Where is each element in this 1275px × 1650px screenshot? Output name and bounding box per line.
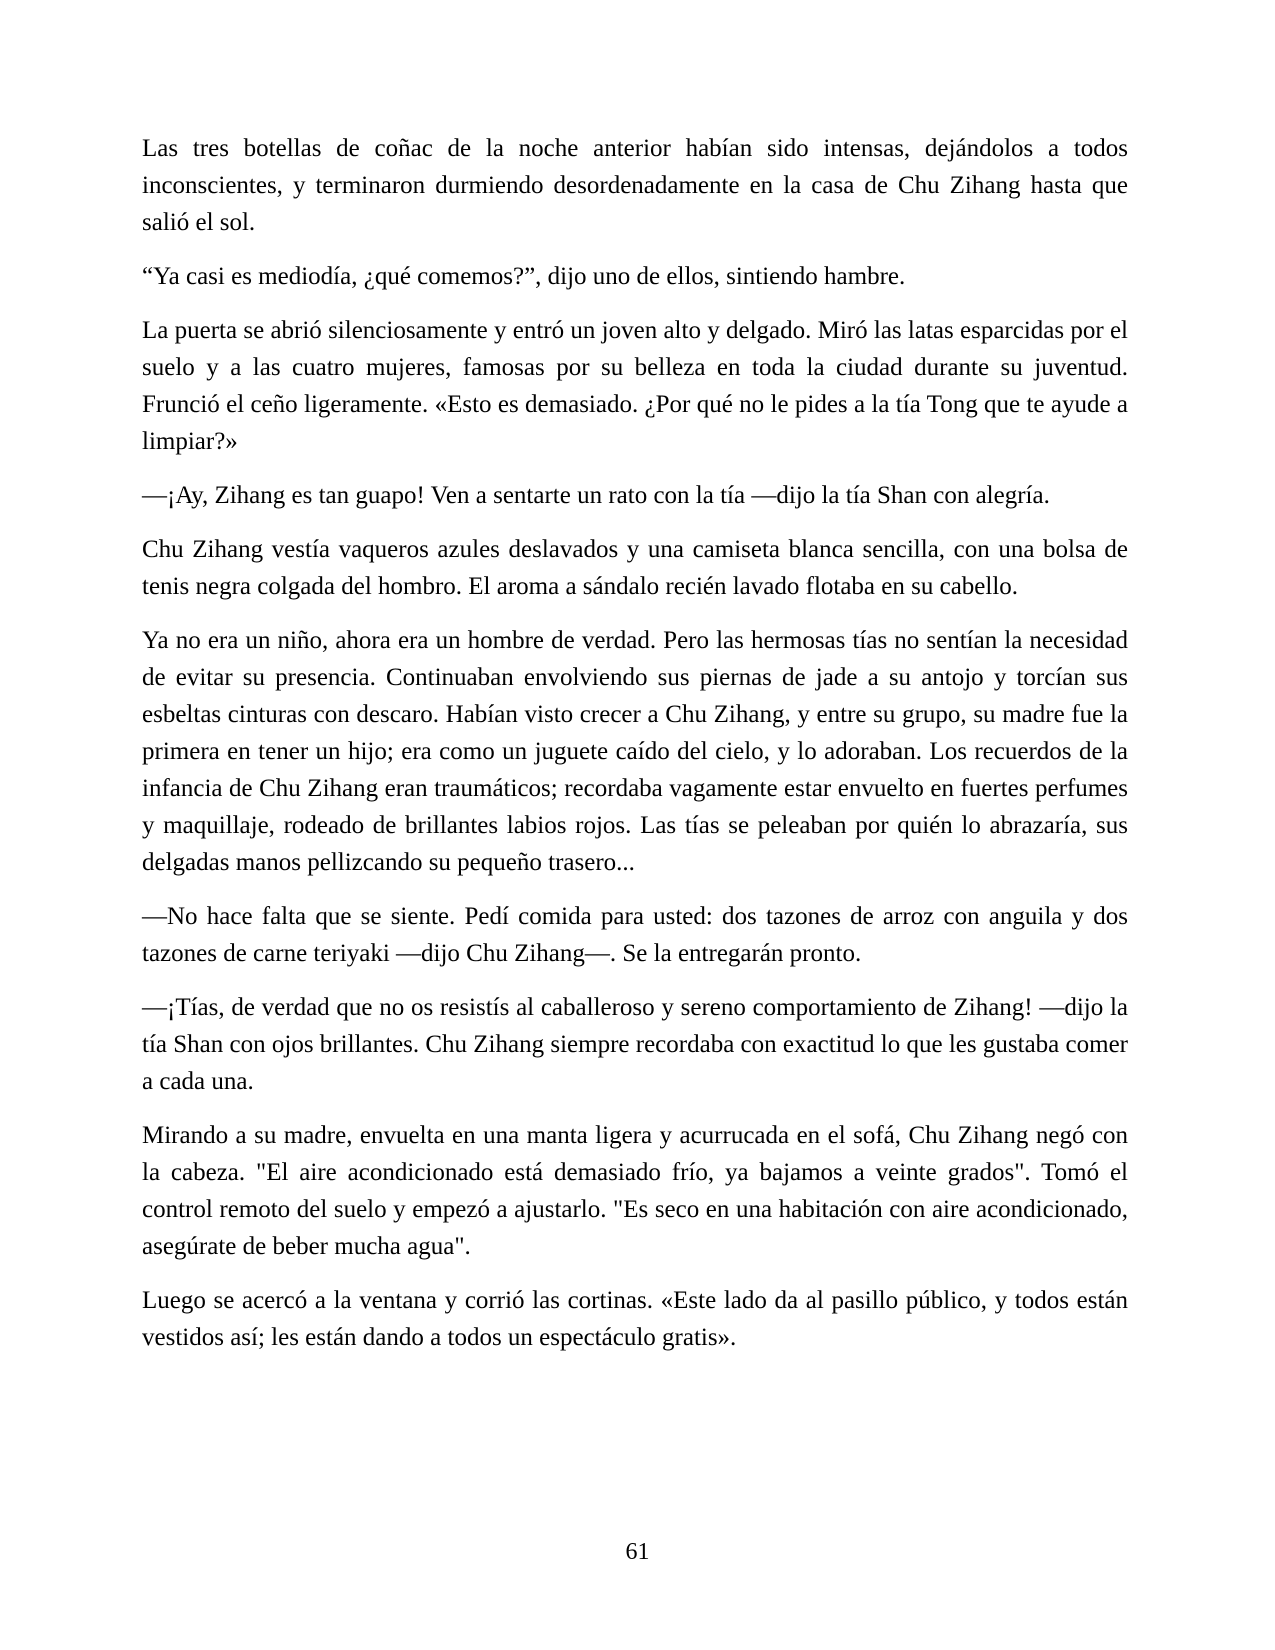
paragraph: Luego se acercó a la ventana y corrió las cortinas. «Este lado da al pasillo público, y todos están vestidos así; les están dando a todos un espectáculo gratis». bbox=[142, 1287, 1128, 1351]
paragraph: Mirando a su madre, envuelta en una manta ligera y acurrucada en el sofá, Chu Zihang negó con la cabeza. "El aire acondicionado está demasiado frío, ya bajamos a veinte grados". Tomó el control remoto del suelo y empezó a ajustarlo. "Es seco en una habitación con aire acondicionado, asegúrate de beber mucha agua". bbox=[142, 1122, 1128, 1260]
paragraph: Ya no era un niño, ahora era un hombre de verdad. Pero las hermosas tías no sentían la necesidad de evitar su presencia. Continuaban envolviendo sus piernas de jade a su antojo y torcían sus esbeltas cinturas con descaro. Habían visto crecer a Chu Zihang, y entre su grupo, su madre fue la primera en tener un hijo; era como un juguete caído del cielo, y lo adoraban. Los recuerdos de la infancia de Chu Zihang eran traumáticos; recordaba vagamente estar envuelto en fuertes perfumes y maquillaje, rodeado de brillantes labios rojos. Las tías se peleaban por quién lo abrazaría, sus delgadas manos pellizcando su pequeño trasero... bbox=[142, 627, 1128, 876]
paragraph: La puerta se abrió silenciosamente y entró un joven alto y delgado. Miró las latas esparcidas por el suelo y a las cuatro mujeres, famosas por su belleza en toda la ciudad durante su juventud. Frunció el ceño ligeramente. «Esto es demasiado. ¿Por qué no le pides a la tía Tong que te ayude a limpiar?» bbox=[142, 317, 1128, 455]
paragraph: “Ya casi es mediodía, ¿qué comemos?”, dijo uno de ellos, sintiendo hambre. bbox=[142, 263, 906, 290]
paragraph: —No hace falta que se siente. Pedí comida para usted: dos tazones de arroz con anguila y dos tazones de carne teriyaki —dijo Chu Zihang—. Se la entregarán pronto. bbox=[142, 903, 1128, 967]
page-text bbox=[142, 130, 1128, 1373]
paragraph: Chu Zihang vestía vaqueros azules deslavados y una camiseta blanca sencilla, con una bolsa de tenis negra colgada del hombro. El aroma a sándalo recién lavado flotaba en su cabello. bbox=[142, 536, 1128, 600]
paragraph: Las tres botellas de coñac de la noche anterior habían sido intensas, dejándolos a todos inconscientes, y terminaron durmiendo desordenadamente en la casa de Chu Zihang hasta que salió el sol. bbox=[142, 135, 1128, 236]
paragraph: —¡Ay, Zihang es tan guapo! Ven a sentarte un rato con la tía —dijo la tía Shan con alegría. bbox=[142, 482, 1050, 509]
paragraph: —¡Tías, de verdad que no os resistís al caballeroso y sereno comportamiento de Zihang! —dijo la tía Shan con ojos brillantes. Chu Zihang siempre recordaba con exactitud lo que les gustaba comer a cada una. bbox=[142, 994, 1128, 1095]
page-number: 61 bbox=[625, 1539, 650, 1565]
